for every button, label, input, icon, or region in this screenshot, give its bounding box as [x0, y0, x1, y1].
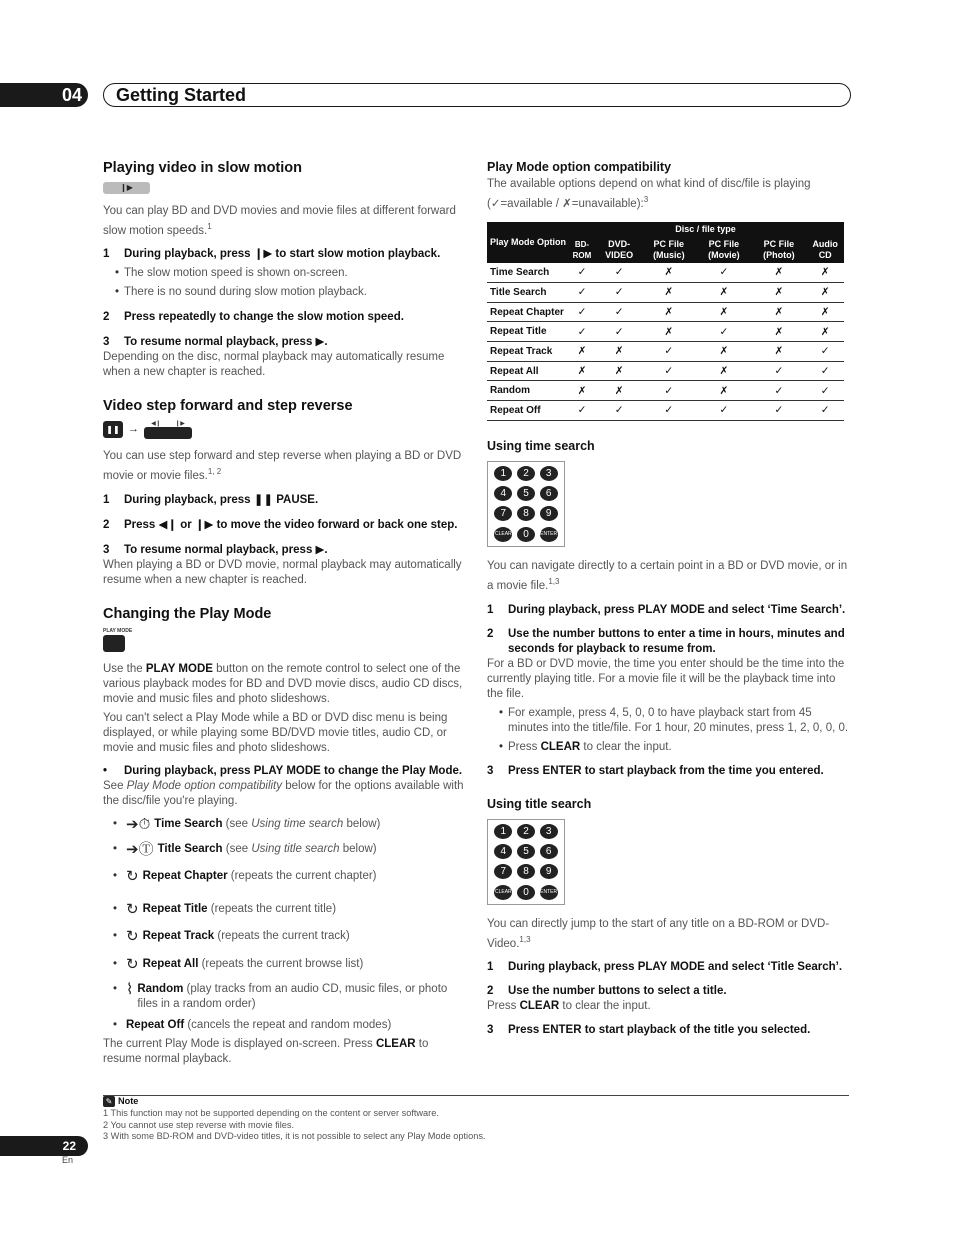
table-column-header: BD-ROM — [567, 237, 597, 263]
pause-icon: ❚❚ — [103, 421, 123, 438]
row-label: Repeat Track — [487, 342, 567, 362]
row-label: Repeat Off — [487, 401, 567, 421]
note-icon: ✎ — [103, 1096, 115, 1107]
title-search-icon: ➔Ⓣ — [126, 840, 154, 858]
slow-step-3: 3 To resume normal playback, press ▶. — [103, 335, 328, 348]
table-cell: ✓ — [751, 401, 806, 421]
table-column-header: PC File (Movie) — [696, 237, 751, 263]
keypad-key: 8 — [517, 864, 535, 879]
slow-motion-heading: Playing video in slow motion — [103, 160, 302, 176]
keypad-key: CLEAR — [494, 885, 512, 900]
table-cell: ✗ — [806, 263, 844, 283]
list-item: • ↻ Repeat Chapter (repeats the current chapter) — [113, 867, 377, 885]
table-cell: ✗ — [806, 302, 844, 322]
footnote-ref: 1 — [207, 222, 212, 231]
keypad-key: 6 — [540, 486, 558, 501]
slow-play-icon: ❙▶ — [103, 182, 150, 194]
page-number: 22 — [0, 1136, 88, 1156]
row-label: Random — [487, 381, 567, 401]
table-cell: ✗ — [751, 302, 806, 322]
table-cell: ✗ — [597, 381, 641, 401]
row-label: Repeat Chapter — [487, 302, 567, 322]
table-cell: ✗ — [696, 302, 751, 322]
table-cell: ✗ — [696, 361, 751, 381]
table-cell: ✗ — [641, 283, 696, 303]
table-cell: ✗ — [751, 263, 806, 283]
step-button-illustration — [103, 420, 466, 439]
table-cell: ✓ — [567, 401, 597, 421]
keypad-key: 4 — [494, 844, 512, 859]
title-step-1: 1 During playback, press PLAY MODE and select ‘Title Search’. — [487, 961, 843, 974]
table-cell: ✗ — [751, 342, 806, 362]
table-cell: ✓ — [567, 322, 597, 342]
step-step-1: 1 During playback, press ❚❚ PAUSE. — [103, 493, 319, 506]
list-item: • ➔Ⓣ Title Search (see Using title search below) — [113, 840, 377, 858]
compat-heading: Play Mode option compatibility — [487, 160, 672, 174]
table-cell: ✗ — [751, 283, 806, 303]
notes — [103, 1096, 485, 1143]
compat-intro: The available options depend on what kind of disc/file is playing (✓=available / ✗=unavailable): — [487, 178, 811, 210]
play-mode-button-icon — [103, 635, 125, 652]
keypad-key: 3 — [540, 824, 558, 839]
table-row — [487, 342, 844, 362]
slow-motion-intro: You can play BD and DVD movies and movie files at different forward slow motion speeds. — [103, 205, 456, 237]
table-cell: ✗ — [751, 322, 806, 342]
table-cell: ✓ — [597, 322, 641, 342]
play-mode-button-illustration: PLAY MODE — [103, 628, 466, 652]
table-cell: ✗ — [567, 361, 597, 381]
slow-step-3-body: Depending on the disc, normal playback may automatically resume when a new chapter is reached. — [103, 350, 445, 378]
table-cell: ✓ — [806, 401, 844, 421]
table-cell: ✓ — [696, 263, 751, 283]
keypad-key: CLEAR — [494, 527, 512, 542]
language-code: En — [62, 1155, 74, 1165]
footnote-ref: 3 — [643, 195, 649, 204]
table-row — [487, 322, 844, 342]
title-search-intro: You can directly jump to the start of any title on a BD-ROM or DVD-Video. — [487, 917, 830, 950]
keypad-key: 6 — [540, 844, 558, 859]
table-cell: ✓ — [597, 401, 641, 421]
table-cell: ✓ — [597, 302, 641, 322]
table-cell: ✓ — [806, 342, 844, 362]
slow-motion-button-illustration — [103, 182, 466, 194]
list-item: • There is no sound during slow motion playback. — [115, 285, 466, 300]
table-head-group: Disc / file type — [567, 222, 844, 237]
repeat-chapter-icon: ↻ — [126, 867, 139, 885]
table-cell: ✗ — [806, 322, 844, 342]
time-step-3: 3 Press ENTER to start playback from the time you entered. — [487, 764, 824, 777]
row-label: Title Search — [487, 283, 567, 303]
time-search-intro: You can navigate directly to a certain point in a BD or DVD movie, or in a movie file. — [487, 559, 848, 592]
table-cell: ✓ — [751, 361, 806, 381]
table-cell: ✗ — [567, 381, 597, 401]
number-keypad — [487, 461, 565, 547]
table-row — [487, 401, 844, 421]
list-item: • ➔⏱ Time Search (see Using time search below) — [113, 815, 381, 833]
table-cell: ✓ — [696, 401, 751, 421]
table-row — [487, 361, 844, 381]
list-item: • The slow motion speed is shown on-screen. — [115, 266, 466, 281]
table-row — [487, 381, 844, 401]
repeat-all-icon: ↻ — [126, 955, 139, 973]
table-cell: ✓ — [567, 302, 597, 322]
table-row — [487, 263, 844, 283]
slow-step-2: 2 Press repeatedly to change the slow motion speed. — [103, 310, 404, 323]
table-row — [487, 283, 844, 303]
step-labels-icon: ◀❙ ❙▶ — [151, 420, 185, 427]
table-cell: ✓ — [567, 283, 597, 303]
footnote-ref: 1,3 — [548, 576, 560, 586]
repeat-title-icon: ↻ — [126, 900, 139, 918]
footnote-ref: 1, 2 — [207, 466, 222, 476]
keypad-key: 2 — [517, 466, 535, 481]
table-cell: ✓ — [751, 381, 806, 401]
title-step-2: 2 Use the number buttons to select a title. — [487, 985, 727, 998]
table-cell: ✓ — [597, 283, 641, 303]
table-cell: ✓ — [567, 263, 597, 283]
keypad-key: 3 — [540, 466, 558, 481]
play-mode-p2: You can't select a Play Mode while a BD or DVD disc menu is being displayed, or while playing some BD/DVD movie titles, audio CD, or movie and music files and photo slideshows. — [103, 711, 448, 754]
step-step-3-body: When playing a BD or DVD movie, normal playback may automatically resume when a new chapter is reached. — [103, 558, 462, 586]
table-cell: ✗ — [806, 283, 844, 303]
keypad-key: ENTER — [540, 885, 558, 900]
number-keypad — [487, 819, 565, 905]
table-cell: ✓ — [641, 381, 696, 401]
play-mode-closing: The current Play Mode is displayed on-screen. Press CLEAR to resume normal playback. — [103, 1037, 429, 1065]
list-item: • Repeat Off (cancels the repeat and random modes) — [113, 1018, 392, 1031]
footnote-ref: 1,3 — [519, 934, 531, 944]
compatibility-table — [487, 222, 844, 421]
list-item: • ⌇ Random (play tracks from an audio CD, music files, or photo files in a random order) — [113, 980, 448, 1010]
table-cell: ✗ — [641, 322, 696, 342]
title-search-heading: Using title search — [487, 796, 592, 811]
chapter-number: 04 — [0, 83, 88, 107]
step-heading: Video step forward and step reverse — [103, 397, 353, 414]
table-column-header: PC File (Music) — [641, 237, 696, 263]
keypad-key: 4 — [494, 486, 512, 501]
table-row — [487, 302, 844, 322]
keypad-key: 1 — [494, 824, 512, 839]
keypad-key: 1 — [494, 466, 512, 481]
table-column-header: PC File (Photo) — [751, 237, 806, 263]
keypad-key: 5 — [517, 844, 535, 859]
list-item: • ↻ Repeat All (repeats the current browse list) — [113, 955, 364, 973]
keypad-key: 7 — [494, 864, 512, 879]
table-head-option: Play Mode Option — [487, 222, 567, 263]
play-mode-step: • During playback, press PLAY MODE to change the Play Mode. — [103, 764, 463, 777]
keypad-key: 9 — [540, 864, 558, 879]
table-cell: ✓ — [806, 381, 844, 401]
time-search-heading: Using time search — [487, 438, 595, 453]
row-label: Time Search — [487, 263, 567, 283]
table-column-header: Audio CD — [806, 237, 844, 263]
table-cell: ✗ — [696, 381, 751, 401]
table-cell: ✗ — [597, 361, 641, 381]
arrow-right-icon: → — [128, 423, 139, 436]
keypad-key: 5 — [517, 486, 535, 501]
slow-step-1: 1 During playback, press ❙▶ to start slow motion playback. — [103, 247, 441, 260]
keypad-key: 0 — [517, 885, 535, 900]
time-step-2-body: For a BD or DVD movie, the time you enter should be the time into the currently playing title. For a movie file it will be the playback time into the file. — [487, 657, 845, 700]
title-step-3: 3 Press ENTER to start playback of the title you selected. — [487, 1024, 811, 1037]
table-cell: ✗ — [696, 283, 751, 303]
left-column: Playing video in slow motion ❙▶ You can play BD and DVD movies and movie files at different forward slow motion speeds.$^1$ 1 During playback, press ❙▶ to start slow motion playback. • The slow motion speed is shown on-screen. • There is no sound during slow motion playback. 2 Press repeatedly to change the slow motion speed. 3 To resume normal playback, press ▶. Depending on the disc, normal playback may automatically resume when a new chapter is reached. Video step forward and step reverse ❚❚ → ◀❙ ❙▶ You can use step forward and step reverse when playing a BD or DVD movie or movie files.$^{1, 2}$ 1 During playback, press ❚❚ PAUSE. 2 Press ◀❙ or ❙▶ to move the video forward or back one step. 3 To resume normal playback, press ▶. When playing a BD or DVD movie, normal playback may automatically resume when a new chapter is reached. Changing the Play Mode PLAY MODE Use the PLAY MODE button on the remote control to select one of the various playback modes for BD and DVD movie discs, audio CD discs, movie and music files and photo slideshows. You can't select a Play Mode while a BD or DVD disc menu is being displayed, or while playing some BD/DVD movie titles, audio CD, or movie and music files and photo slideshows. • During playback, press PLAY MODE to change the Play Mode. See Play Mode option compatibility below for the options available with the disc/file you're playing. • ➔⏱ Time Search (see Using time search below) • ➔Ⓣ Title Search (see Using title search below) • ↻ Repeat Chapter (repeats the current chapter) • ↻ Repeat Title (repeats the current title) • ↻ Repeat Track (repeats the current track) • ↻ Repeat All (repeats the current browse list) • ⌇ Random (play tracks from an audio CD, music files, or photo files in a random order) • Repeat Off (cancels the repeat and random modes) The current Play Mode is displayed on-screen. Press CLEAR to resume normal playback. — [103, 160, 466, 1067]
note-line: 3 With some BD-ROM and DVD-video titles, it is not possible to select any Play Mode options. — [103, 1131, 486, 1142]
keypad-key: ENTER — [540, 527, 558, 542]
play-mode-heading: Changing the Play Mode — [103, 605, 272, 622]
list-item: • For example, press 4, 5, 0, 0 to have playback start from 45 minutes into the title/file. For 1 hour, 20 minutes, press 1, 2, 0, 0, 0. — [499, 706, 849, 736]
row-label: Repeat All — [487, 361, 567, 381]
note-line: 1 This function may not be supported depending on the content or server software. — [103, 1107, 439, 1118]
table-cell: ✓ — [641, 401, 696, 421]
right-column — [487, 160, 849, 1038]
time-step-1: 1 During playback, press PLAY MODE and select ‘Time Search’. — [487, 603, 846, 616]
step-step-3: 3 To resume normal playback, press ▶. — [103, 543, 328, 556]
keypad-key: 9 — [540, 506, 558, 521]
step-intro: You can use step forward and step reverse when playing a BD or DVD movie or movie files. — [103, 449, 462, 482]
table-cell: ✗ — [641, 263, 696, 283]
table-cell: ✓ — [641, 342, 696, 362]
step-step-2: 2 Press ◀❙ or ❙▶ to move the video forward or back one step. — [103, 518, 458, 531]
table-cell: ✓ — [641, 361, 696, 381]
list-item: • Press CLEAR to clear the input. — [499, 740, 849, 755]
table-column-header: DVD-VIDEO — [597, 237, 641, 263]
random-icon: ⌇ — [126, 980, 134, 998]
time-step-2: 2 Use the number buttons to enter a time in hours, minutes and seconds for playback to resume from. — [487, 627, 845, 655]
row-label: Repeat Title — [487, 322, 567, 342]
title-step-2-body: Press CLEAR to clear the input. — [487, 1000, 651, 1013]
keypad-key: 2 — [517, 824, 535, 839]
table-cell: ✗ — [641, 302, 696, 322]
repeat-track-icon: ↻ — [126, 927, 139, 945]
table-cell: ✗ — [597, 342, 641, 362]
keypad-key: 8 — [517, 506, 535, 521]
table-cell: ✓ — [696, 322, 751, 342]
note-line: 2 You cannot use step reverse with movie files. — [103, 1119, 295, 1130]
table-cell: ✗ — [696, 342, 751, 362]
keypad-key: 7 — [494, 506, 512, 521]
list-item: • ↻ Repeat Title (repeats the current title) — [113, 900, 337, 918]
step-buttons-icon — [144, 427, 192, 439]
table-cell: ✓ — [597, 263, 641, 283]
time-search-icon: ➔⏱ — [126, 815, 151, 833]
table-cell: ✓ — [806, 361, 844, 381]
chapter-title: Getting Started — [103, 83, 851, 107]
note-heading: Note — [118, 1096, 139, 1106]
table-cell: ✗ — [567, 342, 597, 362]
keypad-key: 0 — [517, 527, 535, 542]
list-item: • ↻ Repeat Track (repeats the current track) — [113, 927, 350, 945]
play-mode-list — [113, 817, 466, 1033]
